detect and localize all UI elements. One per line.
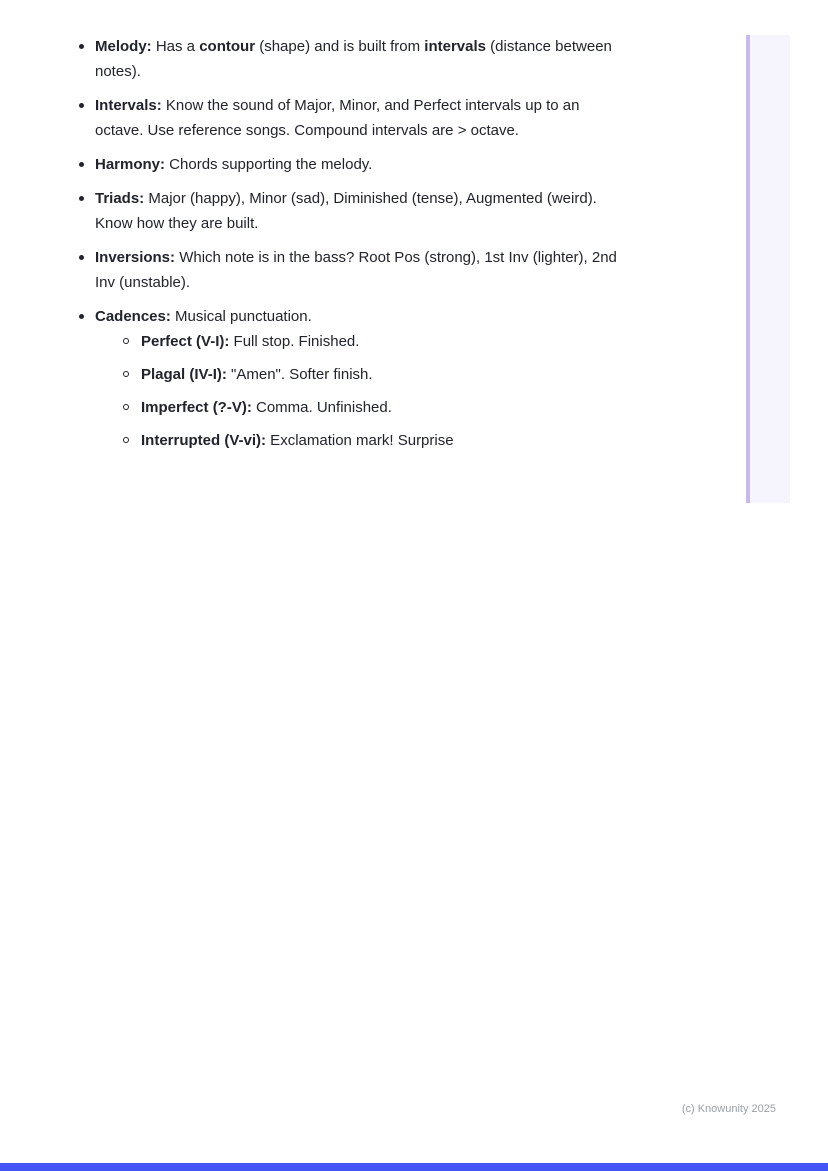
bullet-circle-icon <box>123 371 129 377</box>
note-term: Melody: <box>95 38 152 55</box>
note-emphasis: contour <box>199 38 256 55</box>
page-edge-panel <box>750 35 790 503</box>
note-text: Has a <box>151 38 200 55</box>
note-item-inversions <box>72 245 624 295</box>
bullet-dot-icon <box>79 162 84 167</box>
note-item-intervals <box>72 93 624 143</box>
note-emphasis: intervals <box>424 38 486 55</box>
note-text: Musical punctuation. <box>170 308 312 325</box>
note-term: Plagal (IV-I): <box>141 366 227 383</box>
note-subitem-interrupted-cadence <box>118 428 624 453</box>
bullet-circle-icon <box>123 437 129 443</box>
bullet-dot-icon <box>79 103 84 108</box>
note-text: Chords supporting the melody. <box>165 156 373 173</box>
bullet-dot-icon <box>79 314 84 319</box>
note-term: Cadences: <box>95 308 171 325</box>
bullet-circle-icon <box>123 404 129 410</box>
page-bottom-accent-bar <box>0 1163 828 1171</box>
note-item-harmony <box>72 152 624 177</box>
copyright-text: (c) Knowunity 2025 <box>681 1103 776 1115</box>
note-text: Which note is in the bass? Root Pos (strong), 1st Inv (lighter), 2nd Inv (unstable). <box>95 249 617 291</box>
note-item-melody <box>72 34 624 84</box>
bullet-dot-icon <box>79 255 84 260</box>
note-text: Know the sound of Major, Minor, and Perfect intervals up to an octave. Use reference songs. Compound intervals are > octave. <box>95 97 580 139</box>
notes-list <box>72 34 624 453</box>
note-item-cadences <box>72 304 624 453</box>
note-text: Exclamation mark! Surprise <box>266 432 454 449</box>
cadence-sublist <box>95 329 624 453</box>
note-subitem-plagal-cadence <box>118 362 624 387</box>
note-subitem-perfect-cadence <box>118 329 624 354</box>
note-text: Major (happy), Minor (sad), Diminished (tense), Augmented (weird). Know how they are built. <box>95 190 597 232</box>
note-term: Perfect (V-I): <box>141 333 230 350</box>
note-item-triads <box>72 186 624 236</box>
note-term: Intervals: <box>95 97 162 114</box>
note-term: Triads: <box>95 190 145 207</box>
note-text: (distance between notes). <box>95 38 612 80</box>
bullet-circle-icon <box>123 338 129 344</box>
note-term: Harmony: <box>95 156 166 173</box>
note-text: Full stop. Finished. <box>229 333 360 350</box>
music-theory-notes <box>72 34 624 462</box>
note-subitem-imperfect-cadence <box>118 395 624 420</box>
note-term: Imperfect (?-V): <box>141 399 252 416</box>
bullet-dot-icon <box>79 196 84 201</box>
note-text: Comma. Unfinished. <box>251 399 392 416</box>
note-text: (shape) and is built from <box>255 38 425 55</box>
note-text: "Amen". Softer finish. <box>226 366 373 383</box>
note-term: Interrupted (V-vi): <box>141 432 267 449</box>
note-term: Inversions: <box>95 249 176 266</box>
bullet-dot-icon <box>79 44 84 49</box>
